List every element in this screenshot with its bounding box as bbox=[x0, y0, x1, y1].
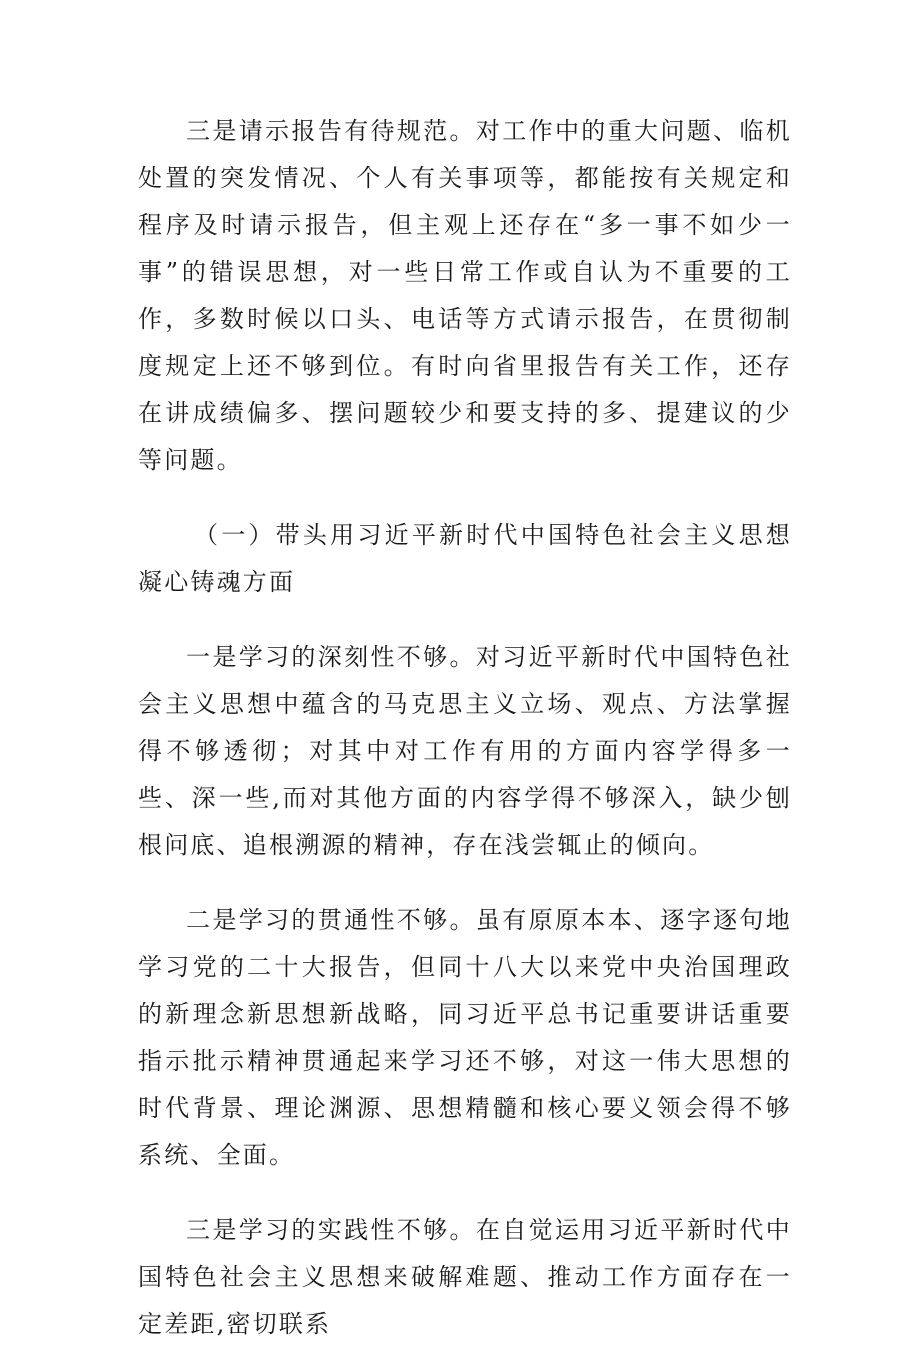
section-heading: （一）带头用习近平新时代中国特色社会主义思想凝心铸魂方面 bbox=[138, 521, 792, 596]
paragraph-request-report: 三是请示报告有待规范。对工作中的重大问题、临机处置的突发情况、个人有关事项等，都能按有关规定和程序及时请示报告，但主观上还存在“多一事不如少一事”的错误思想，对一些日常工作或自认为不重要的工作，多数时候以口头、电话等方式请示报告，在贯彻制度规定上还不够到位。有时向省里报告有关工作，还存在讲成绩偏多、摆问题较少和要支持的多、提建议的少等问题。 bbox=[138, 117, 792, 474]
paragraph-study-depth: 一是学习的深刻性不够。对习近平新时代中国特色社会主义思想中蕴含的马克思主义立场、观点、方法掌握得不够透彻；对其中对工作有用的方面内容学得多一些、深一些,而对其他方面的内容学得不够深入，缺少刨根问底、追根溯源的精神，存在浅尝辄止的倾向。 bbox=[138, 643, 792, 859]
paragraph-study-practice: 三是学习的实践性不够。在自觉运用习近平新时代中国特色社会主义思想来破解难题、推动工作方面存在一定差距,密切联系 bbox=[138, 1216, 792, 1338]
paragraph-study-coherence: 二是学习的贯通性不够。虽有原原本本、逐字逐句地学习党的二十大报告，但同十八大以来党中央治国理政的新理念新思想新战略，同习近平总书记重要讲话重要指示批示精神贯通起来学习还不够，对这一伟大思想的时代背景、理论渊源、思想精髓和核心要义领会得不够系统、全面。 bbox=[138, 906, 792, 1169]
document-body bbox=[138, 108, 792, 1348]
